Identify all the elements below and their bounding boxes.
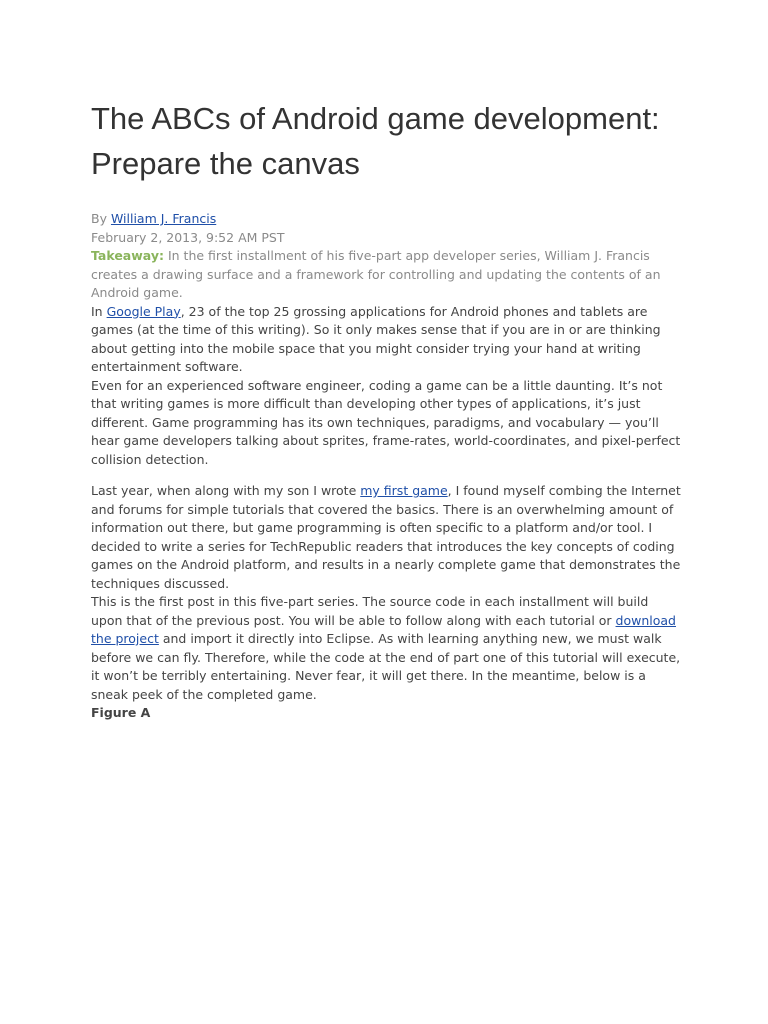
author-link[interactable]: William J. Francis bbox=[110, 211, 217, 226]
download-project-link[interactable]: download the project bbox=[91, 612, 676, 646]
title-line-2: Prepare the canvas bbox=[91, 146, 360, 181]
google-play-link[interactable]: Google Play bbox=[106, 303, 181, 319]
takeaway-label: Takeaway: bbox=[91, 248, 164, 263]
article-title bbox=[91, 96, 681, 186]
my-first-game-link[interactable]: my first game bbox=[360, 483, 448, 498]
paragraph-3-text-b: , I found myself combing the Internet and forums for simple tutorials that covered the basics. There is an overwhelming amount of information out there, but game programming is often specific to a platform and/or tool. I decided to write a series for TechRepublic readers that introduces the key concepts of coding games on the Android platform, and results in a nearly complete game that demonstrates the techniques discussed. bbox=[91, 483, 681, 591]
paragraph-4-text-b: and import it directly into Eclipse. As with learning anything new, we must walk before we can fly. Therefore, while the code at the end of part one of this tutorial will execute, it won’t be terribly entertaining. Never fear, it will get there. In the meantime, below is a sneak peek of the completed game. bbox=[91, 631, 681, 702]
paragraph-1-text-a: In bbox=[91, 303, 107, 319]
publish-date: February 2, 2013, 9:52 AM PST bbox=[91, 230, 285, 245]
paragraph-4 bbox=[91, 593, 681, 704]
paragraph-1 bbox=[91, 303, 681, 377]
byline bbox=[91, 209, 681, 228]
figure-label: Figure A bbox=[91, 705, 151, 720]
paragraph-1-text-b: , 23 of the top 25 grossing applications for Android phones and tablets are games (at the time of this writing). So it only makes sense that if you are in or are thinking about getting into the mobile space that you might consider trying your hand at writing entertainment software. bbox=[91, 303, 661, 374]
paragraph-4-text-a: This is the first post in this five-part series. The source code in each installment will build upon that of the previous post. You will be able to follow along with each tutorial or bbox=[91, 594, 649, 628]
takeaway-text: In the first installment of his five-part app developer series, William J. Francis creates a drawing surface and a framework for controlling and updating the contents of an Android game. bbox=[91, 248, 661, 300]
takeaway bbox=[91, 247, 681, 303]
paragraph-2: Even for an experienced software engineer, coding a game can be a little daunting. It’s not that writing games is more difficult than developing other types of applications, it’s just different. Game programming has its own techniques, paradigms, and vocabulary — you’ll hear game developers talking about sprites, frame-rates, world-coordinates, and pixel-perfect collision detection. bbox=[91, 377, 681, 467]
paragraph-3 bbox=[91, 482, 681, 593]
paragraph-3-text-a: Last year, when along with my son I wrote bbox=[91, 483, 361, 498]
byline-prefix: By bbox=[91, 211, 111, 226]
title-line-1: The ABCs of Android game development: bbox=[91, 101, 660, 136]
article bbox=[91, 96, 681, 723]
